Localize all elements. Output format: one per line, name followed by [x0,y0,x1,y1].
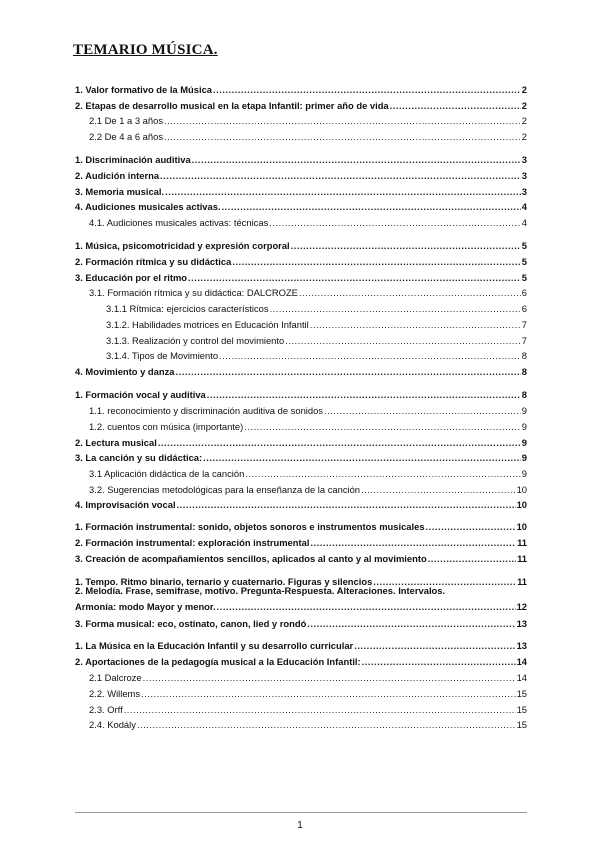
toc-entry[interactable]: 3. Memoria musical. ..... 3 [75,183,527,197]
toc-entry[interactable]: 3. Forma musical: eco, ostinato, canon, lied y rondó ..... 13 [75,615,527,629]
toc-entry[interactable]: Armonía: modo Mayor y menor. ..... 12 [75,598,527,612]
toc-entry[interactable]: 2.3. Orff ..... 15 [75,701,527,715]
footer-divider [75,812,527,813]
toc-entry[interactable]: 4.1. Audiciones musicales activas: técnicas ..... 4 [75,214,527,228]
toc-entry[interactable]: 2.1 De 1 a 3 años ..... 2 [75,112,527,126]
toc-entry[interactable]: 3.1. Formación rítmica y su didáctica: DALCROZE ..... 6 [75,284,527,298]
toc-entry[interactable]: 2.1 Dalcroze ..... 14 [75,669,527,683]
toc-entry[interactable]: 3.1 Aplicación didáctica de la canción ..... 9 [75,465,527,479]
toc-entry[interactable]: 1.1. reconocimiento y discriminación auditiva de sonidos ..... 9 [75,402,527,416]
toc-entry[interactable]: 4. Improvisación vocal ..... 10 [75,496,527,510]
toc-entry[interactable]: 3.1.3. Realización y control del movimiento ..... 7 [75,332,527,346]
toc-entry[interactable]: 2. Audición interna ..... 3 [75,167,527,181]
toc-entry[interactable]: 2. Lectura musical ..... 9 [75,434,527,448]
toc-entry[interactable]: 4. Audiciones musicales activas. ..... 4 [75,198,527,212]
toc-entry[interactable]: 1. Valor formativo de la Música ..... 2 [75,81,527,95]
toc-entry[interactable]: 2. Etapas de desarrollo musical en la etapa Infantil: primer año de vida ..... 2 [75,97,527,111]
toc-entry[interactable]: 1. Música, psicomotricidad y expresión corporal ..... 5 [75,237,527,251]
toc-entry[interactable]: 2.2. Willems ..... 15 [75,685,527,699]
toc-entry[interactable]: 4. Movimiento y danza ..... 8 [75,363,527,377]
toc-entry[interactable]: 2. Formación instrumental: exploración instrumental ..... 11 [75,534,527,548]
toc-entry[interactable]: 1. Formación vocal y auditiva ..... 8 [75,386,527,400]
toc-entry[interactable]: 1. Discriminación auditiva ..... 3 [75,151,527,165]
toc-entry[interactable]: 2. Aportaciones de la pedagogía musical a la Educación Infantil: ..... 14 [75,653,527,667]
toc-entry[interactable]: 1. La Música en la Educación Infantil y su desarrollo curricular ..... 13 [75,637,527,651]
toc-entry[interactable]: 3.1.4. Tipos de Movimiento ..... 8 [75,347,527,361]
toc-entry[interactable]: 3. Educación por el ritmo ..... 5 [75,269,527,283]
toc-entry[interactable]: 2. Formación rítmica y su didáctica ..... 5 [75,253,527,267]
page-number: 1 [297,820,303,831]
toc-entry[interactable]: 3.1.2. Habilidades motrices en Educación Infantil ..... 7 [75,316,527,330]
toc-entry[interactable]: 1. Tempo. Ritmo binario, ternario y cuaternario. Figuras y silencios ..... 11 [75,573,527,587]
toc-entry[interactable]: 2.4. Kodály ..... 15 [75,716,527,730]
toc-entry[interactable]: 3.2. Sugerencias metodológicas para la enseñanza de la canción ..... 10 [75,481,527,495]
toc-entry[interactable]: 1.2. cuentos con música (importante) ..... 9 [75,418,527,432]
toc-entry[interactable]: 1. Formación instrumental: sonido, objetos sonoros e instrumentos musicales ..... 10 [75,518,527,532]
toc-entry[interactable]: 3.1.1 Rítmica: ejercicios característicos ..... 6 [75,300,527,314]
toc-entry[interactable]: 3. La canción y su didáctica: ..... 9 [75,449,527,463]
toc-entry[interactable]: 2.2 De 4 a 6 años ..... 2 [75,128,527,142]
document-title: TEMARIO MÚSICA. [73,42,218,58]
toc-entry-wrapped-line[interactable]: 2. Melodía. Frase, semifrase, motivo. Pregunta-Respuesta. Alteraciones. Intervalos. [75,585,446,596]
toc-entry[interactable]: 3. Creación de acompañamientos sencillos, aplicados al canto y al movimiento ..... 11 [75,550,527,564]
